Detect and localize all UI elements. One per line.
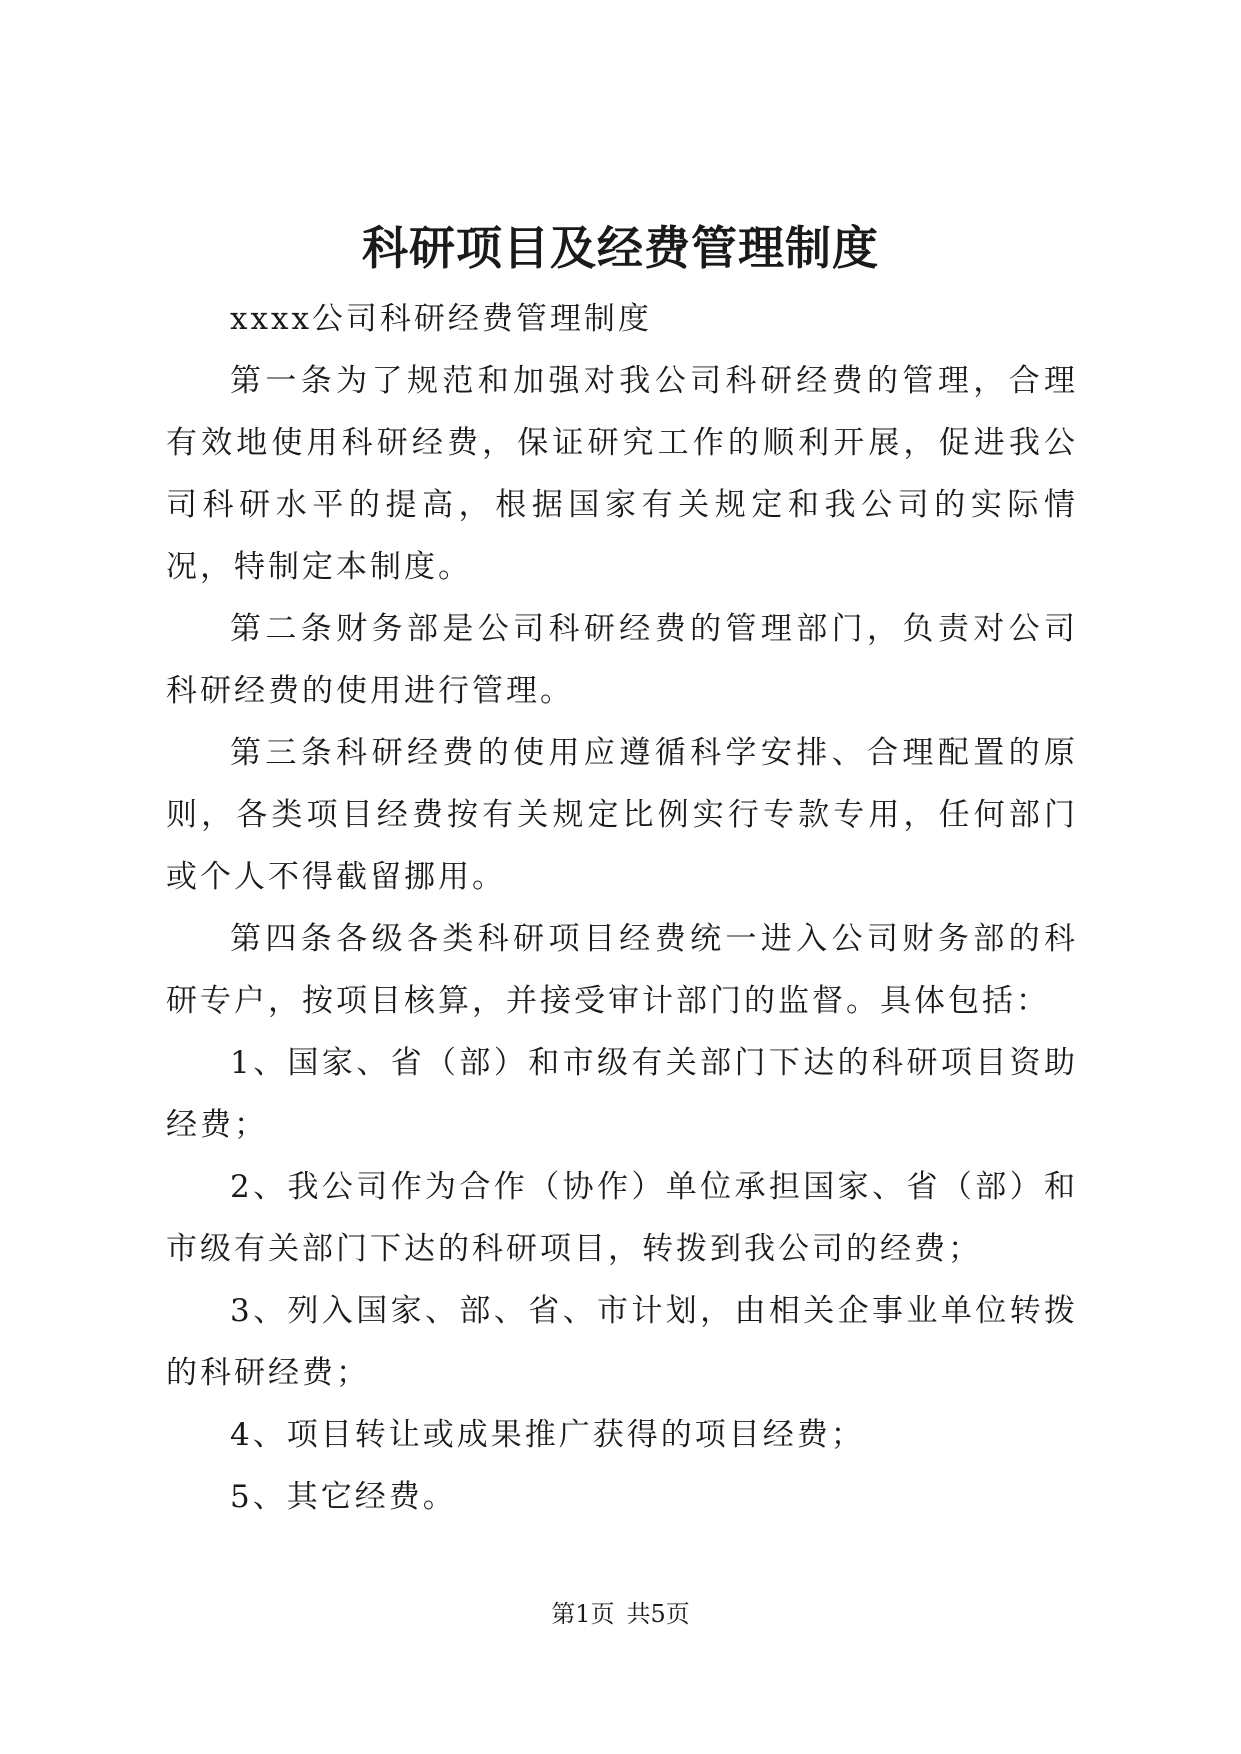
- list-item-1: 1、国家、省（部）和市级有关部门下达的科研项目资助经费；: [166, 1045, 1078, 1143]
- paragraph-article-1: 第一条为了规范和加强对我公司科研经费的管理，合理有效地使用科研经费，保证研究工作的顺利开展，促进我公司科研水平的提高，根据国家有关规定和我公司的实际情况，特制定本制度。: [166, 363, 1078, 585]
- list-item-2: 2、我公司作为合作（协作）单位承担国家、省（部）和市级有关部门下达的科研项目，转拨到我公司的经费；: [166, 1169, 1078, 1267]
- page-number: 第1页: [551, 1600, 615, 1628]
- paragraph-article-4: 第四条各级各类科研项目经费统一进入公司财务部的科研专户，按项目核算，并接受审计部门的监督。具体包括：: [166, 921, 1078, 1019]
- document-body: [166, 288, 1078, 1528]
- document-title: 科研项目及经费管理制度: [362, 221, 879, 275]
- list-item-4: 4、项目转让或成果推广获得的项目经费；: [230, 1417, 865, 1453]
- page-footer: [0, 1598, 1241, 1630]
- paragraph-article-3: 第三条科研经费的使用应遵循科学安排、合理配置的原则，各类项目经费按有关规定比例实行专款专用，任何部门或个人不得截留挪用。: [166, 735, 1078, 895]
- list-item-5: 5、其它经费。: [230, 1479, 457, 1515]
- paragraph-article-2: 第二条财务部是公司科研经费的管理部门，负责对公司科研经费的使用进行管理。: [166, 611, 1078, 709]
- paragraph-subtitle: xxxx公司科研经费管理制度: [230, 301, 652, 337]
- list-item-3: 3、列入国家、部、省、市计划，由相关企事业单位转拨的科研经费；: [166, 1293, 1078, 1391]
- page-total: 共5页: [626, 1600, 690, 1628]
